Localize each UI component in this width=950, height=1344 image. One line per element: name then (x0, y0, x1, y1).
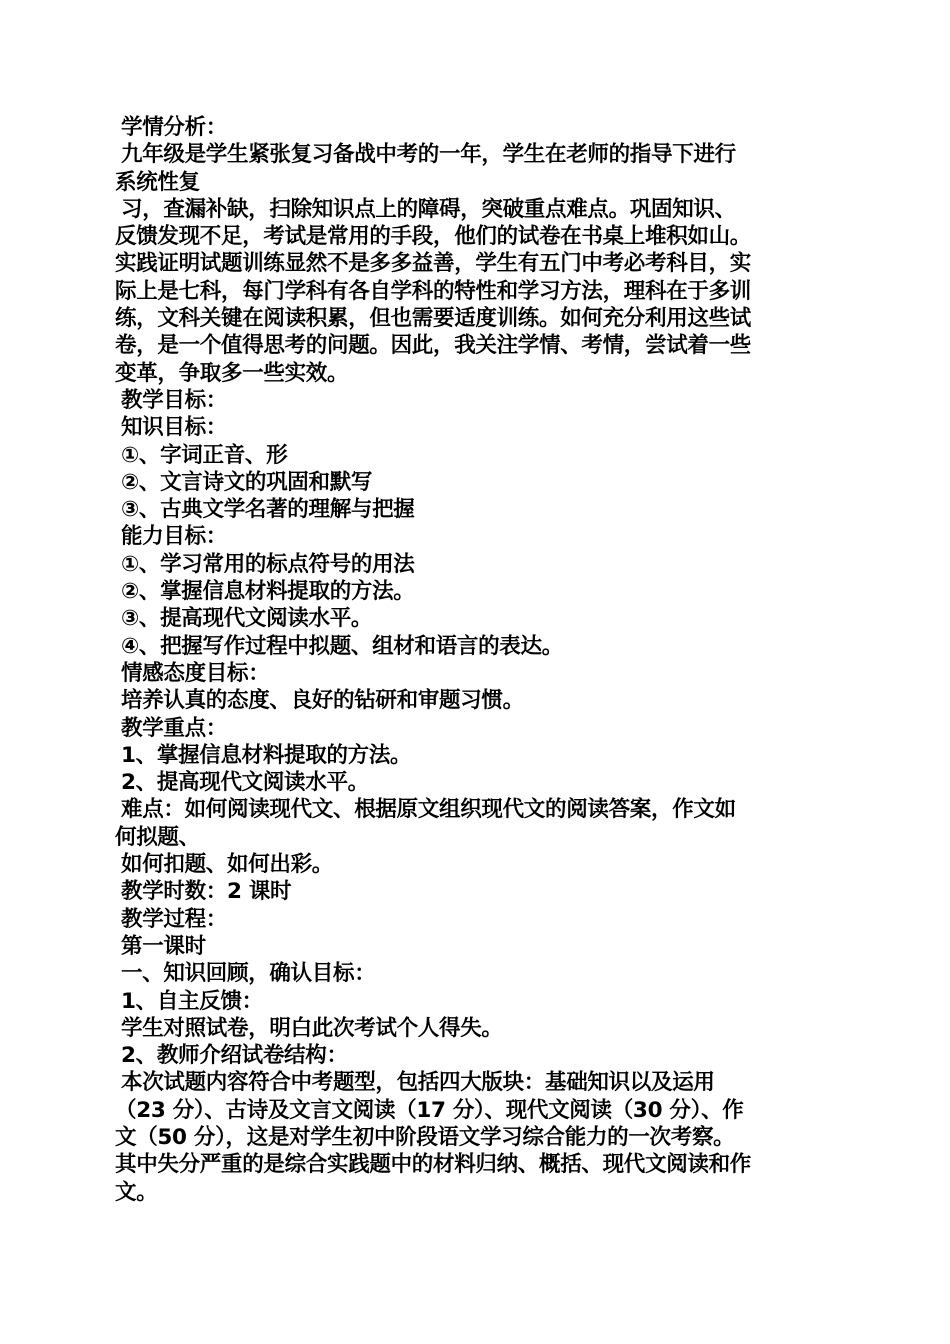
text-line: 变革，争取多一些实效。 (115, 360, 349, 386)
text-line: 反馈发现不足，考试是常用的手段，他们的试卷在书桌上堆积如山。 (115, 224, 752, 250)
text-line: 际上是七科，每门学科有各自学科的特性和学习方法，理科在于多训 (115, 278, 752, 304)
text-line: 知识目标： (121, 415, 228, 441)
text-line: 1、自主反馈： (121, 988, 263, 1014)
text-line: 教学时数：2 课时 (121, 879, 292, 905)
text-line: 培养认真的态度、良好的钻研和审题习惯。 (121, 688, 524, 714)
text-line: 1、掌握信息材料提取的方法。 (121, 742, 412, 768)
text-line: 2、教师介绍试卷结构： (121, 1043, 348, 1069)
text-line: ①、字词正音、形 (121, 442, 288, 468)
text-line: （23 分）、古诗及文言文阅读（17 分）、现代文阅读（30 分）、作 (115, 1097, 744, 1123)
text-line: 本次试题内容符合中考题型，包括四大版块：基础知识以及运用 (121, 1070, 715, 1096)
document-body (115, 114, 837, 1206)
text-line: ③、提高现代文阅读水平。 (121, 606, 373, 632)
text-line: 一、知识回顾，确认目标： (121, 961, 376, 987)
text-line: ②、文言诗文的巩固和默写 (121, 469, 373, 495)
text-line: ②、掌握信息材料提取的方法。 (121, 579, 415, 605)
text-line: 何拟题、 (115, 824, 200, 850)
text-line: ①、学习常用的标点符号的用法 (121, 551, 415, 577)
text-line: 教学重点： (121, 715, 228, 741)
text-line: 如何扣题、如何出彩。 (121, 852, 334, 878)
text-line: ④、把握写作过程中拟题、组材和语言的表达。 (121, 633, 563, 659)
text-line: 系统性复 (115, 169, 200, 195)
text-line: 练，文科关键在阅读积累，但也需要适度训练。如何充分利用这些试 (115, 306, 752, 332)
text-line: 文。 (115, 1179, 158, 1205)
text-line: 教学过程： (121, 906, 228, 932)
text-line: 教学目标： (121, 387, 228, 413)
text-line: 其中失分严重的是综合实践题中的材料归纳、概括、现代文阅读和作 (115, 1152, 752, 1178)
text-line: ③、古典文学名著的理解与把握 (121, 497, 415, 523)
text-line: 习，查漏补缺，扫除知识点上的障碍，突破重点难点。巩固知识、 (121, 196, 736, 222)
text-line: 卷，是一个值得思考的问题。因此，我关注学情、考情，尝试着一些 (115, 333, 752, 359)
text-line: 能力目标： (121, 524, 228, 550)
text-line: 2、提高现代文阅读水平。 (121, 770, 369, 796)
text-line: 文（50 分），这是对学生初中阶段语文学习综合能力的一次考察。 (115, 1124, 735, 1150)
text-line: 难点：如何阅读现代文、根据原文组织现代文的阅读答案，作文如 (121, 797, 736, 823)
text-line: 学生对照试卷，明白此次考试个人得失。 (121, 1015, 503, 1041)
text-line: 学情分析： (121, 115, 228, 140)
text-line: 第一课时 (121, 933, 206, 959)
text-line: 九年级是学生紧张复习备战中考的一年，学生在老师的指导下进行 (121, 142, 736, 168)
text-line: 实践证明试题训练显然不是多多益善，学生有五门中考必考科目，实 (115, 251, 752, 277)
text-line: 情感态度目标： (121, 660, 270, 686)
